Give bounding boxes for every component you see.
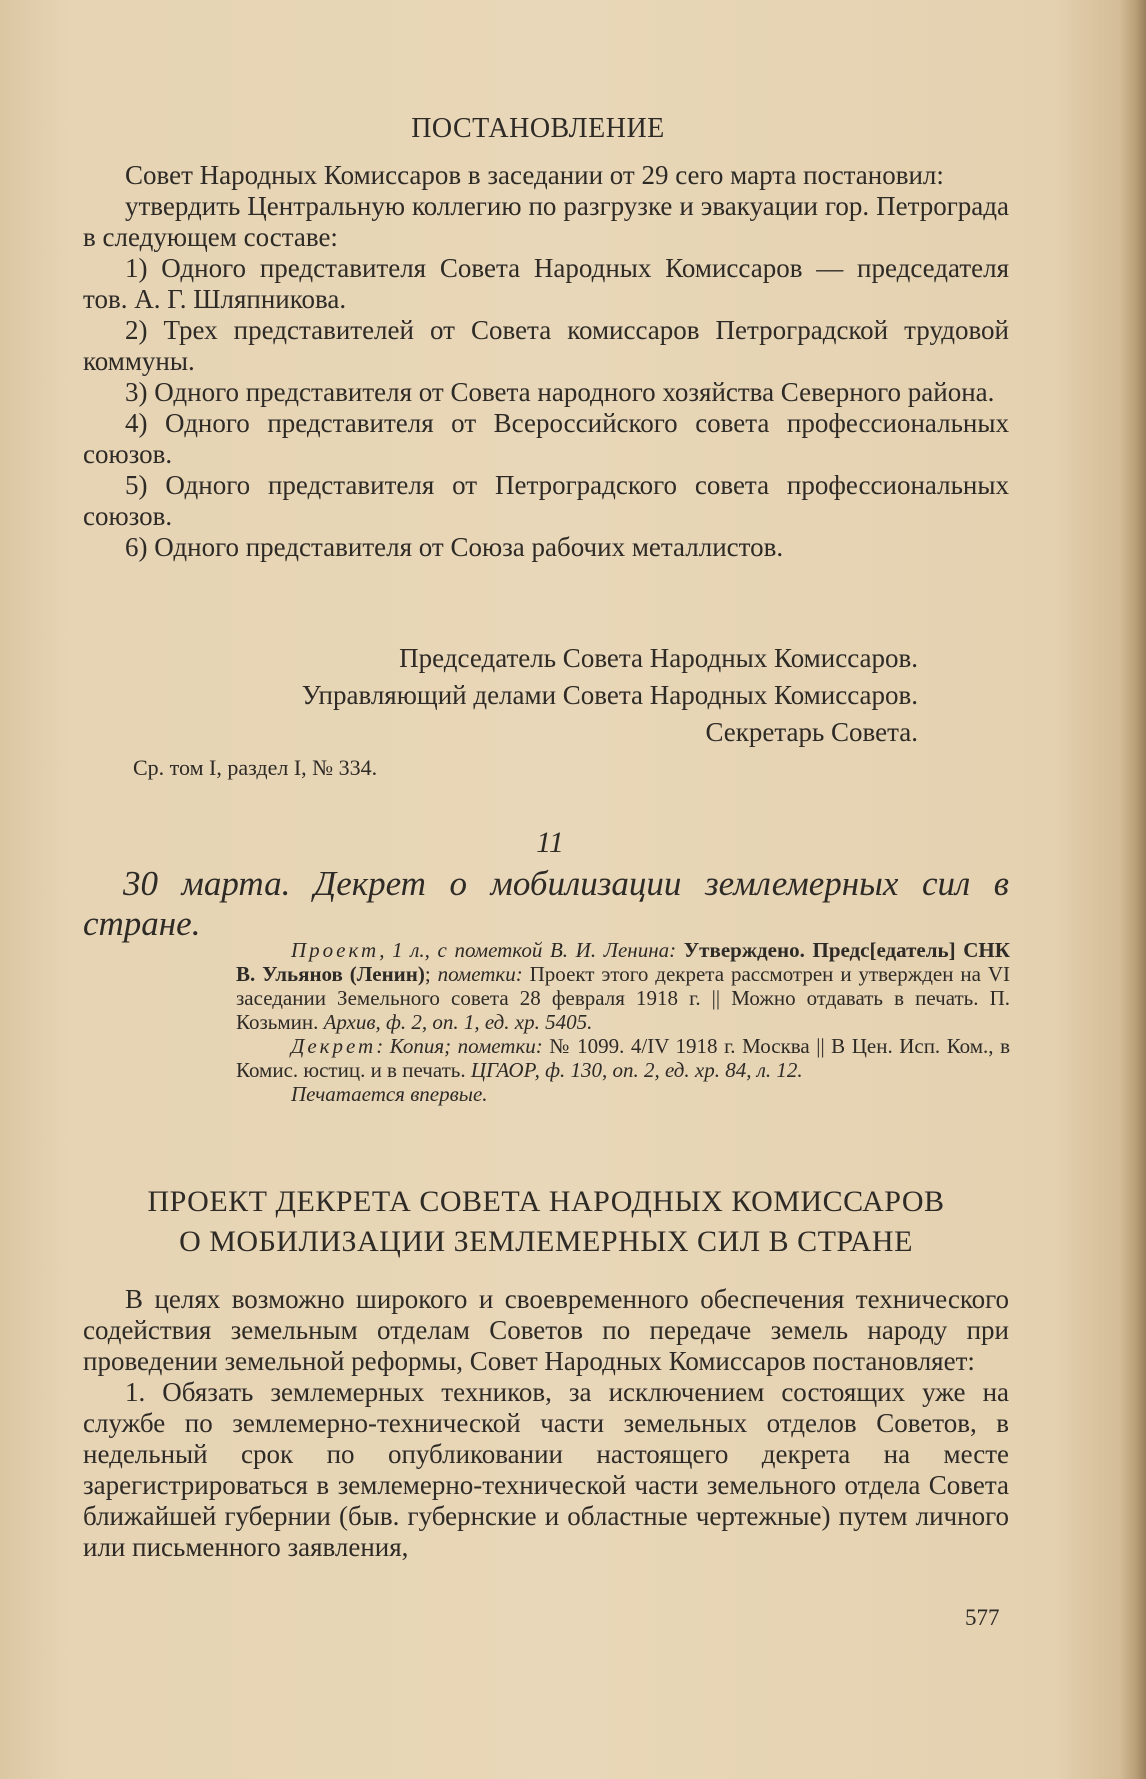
project-label: Проект <box>291 938 380 962</box>
decree-text: № 1099. 4/IV 1918 г. Москва || В Цен. Исп. Ком., в Комис. юстиц. и в печать. <box>236 1034 1010 1082</box>
signatures <box>83 640 918 751</box>
project-meta: , 1 л., с пометкой В. И. Ленина: <box>379 938 684 962</box>
resolution-item: 6) Одного представителя от Союза рабочих металлистов. <box>125 532 784 562</box>
decree-note <box>236 1034 1010 1082</box>
resolution-body <box>83 160 1009 563</box>
document-number: 11 <box>536 826 564 859</box>
resolution-line: утвердить Центральную коллегию по разгрузке и эвакуации гор. Петрограда в следующем составе: <box>83 191 1009 252</box>
chairman-signature: Предс[едатель] СНК В. Ульянов (Ленин) <box>236 938 1010 986</box>
separator: ; <box>424 962 438 986</box>
archival-notes <box>236 938 1010 1106</box>
signature-manager: Управляющий делами Совета Народных Комиссаров. <box>301 680 918 710</box>
archive-ref-2: ЦГАОР, ф. 130, оп. 2, ед. хр. 84, л. 12. <box>470 1058 803 1082</box>
project-title <box>83 1182 1009 1262</box>
resolution-line: Совет Народных Комиссаров в заседании от 29 сего марта постановил: <box>125 160 944 190</box>
archive-ref-1: Архив, ф. 2, оп. 1, ед. хр. 5405. <box>323 1010 593 1034</box>
resolution-item: 1) Одного представителя Совета Народных Комиссаров — председателя тов. А. Г. Шляпникова. <box>83 253 1009 314</box>
signature-secretary: Секретарь Совета. <box>705 717 918 747</box>
decree-label: Декрет <box>291 1034 377 1058</box>
first-print-note <box>236 1082 1010 1106</box>
resolution-item: 2) Трех представителей от Совета комиссаров Петроградской трудовой коммуны. <box>83 315 1009 376</box>
marks-label: пометки: <box>437 962 523 986</box>
decree-meta: : Копия; пометки: <box>376 1034 550 1058</box>
signature-chairman: Председатель Совета Народных Комиссаров. <box>399 643 918 673</box>
first-print: Печатается впервые. <box>291 1082 488 1106</box>
project-title-line-2: О МОБИЛИЗАЦИИ ЗЕМЛЕМЕРНЫХ СИЛ В СТРАНЕ <box>179 1225 913 1258</box>
page-edge-shadow <box>1120 0 1146 1779</box>
resolution-item: 3) Одного представителя от Совета народного хозяйства Северного района. <box>125 377 995 407</box>
resolution-item: 5) Одного представителя от Петроградского совета профессиональных союзов. <box>83 470 1009 531</box>
page-number: 577 <box>965 1605 1000 1630</box>
project-note <box>236 938 1010 1034</box>
project-body <box>83 1284 1009 1563</box>
document-heading <box>83 864 1009 944</box>
resolution-item: 4) Одного представителя от Всероссийского совета профессиональных союзов. <box>83 408 1009 469</box>
project-item-1: 1. Обязать землемерных техников, за исключением состоящих уже на службе по землемерно-технической части земельных отделов Советов, в недельный срок по опубликовании настоящего декрета на месте зарегистрироваться в землемерно-технической части земельного отдела Совета ближайшей губернии (быв. губернские и областные чертежные) путем личного или письменного заявления, <box>83 1377 1009 1562</box>
document-heading-text: 30 марта. Декрет о мобилизации землемерных сил в стране. <box>83 864 1009 943</box>
reference <box>133 756 1059 780</box>
project-title-line-1: ПРОЕКТ ДЕКРЕТА СОВЕТА НАРОДНЫХ КОМИССАРОВ <box>147 1185 945 1218</box>
marks-text: Проект этого декрета рассмотрен и утвержден на VI заседании Земельного совета 28 февраля 1918 г. || Можно отдавать в печать. П. Козьмин. <box>236 962 1010 1034</box>
project-intro: В целях возможно широкого и своевременного обеспечения технического содействия земельным отделам Советов по передаче земель народу при проведении земельной реформы, Совет Народных Комиссаров постановляет: <box>83 1284 1009 1376</box>
approved-mark: Утверждено. <box>683 938 805 962</box>
reference-text: Ср. том I, раздел I, № 334. <box>133 755 378 780</box>
resolution-title: ПОСТАНОВЛЕНИЕ <box>411 113 665 144</box>
